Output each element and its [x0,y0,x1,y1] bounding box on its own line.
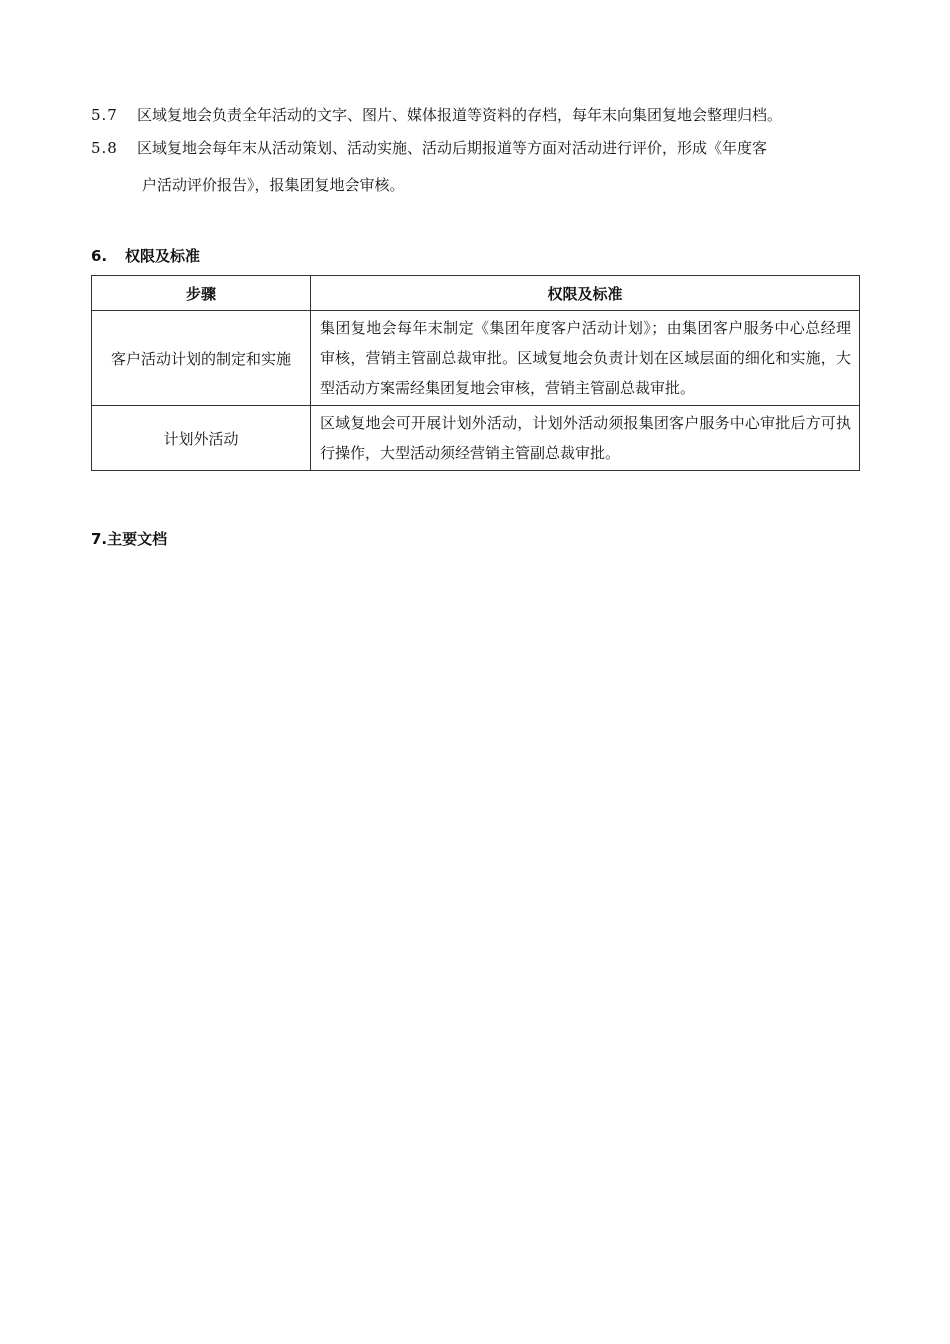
authority-table [91,275,860,471]
clause-text: 区域复地会负责全年活动的文字、图片、媒体报道等资料的存档，每年末向集团复地会整理归档。 [137,106,783,124]
section-6-heading [91,245,200,266]
table-header-row [92,276,860,311]
authority-cell: 区域复地会可开展计划外活动，计划外活动须报集团客户服务中心审批后方可执行操作，大型活动须经营销主管副总裁审批。 [311,406,860,471]
clause-text-continuation: 户活动评价报告》，报集团复地会审核。 [142,176,405,194]
clause-number: 5.8 [91,139,118,157]
clause-number: 5.7 [91,106,118,124]
header-step: 步骤 [92,276,311,311]
header-authority: 权限及标准 [311,276,860,311]
section-7-heading: 7.主要文档 [91,530,168,548]
authority-cell: 集团复地会每年末制定《集团年度客户活动计划》；由集团客户服务中心总经理审核，营销主管副总裁审批。区域复地会负责计划在区域层面的细化和实施，大型活动方案需经集团复地会审核，营销主管副总裁审批。 [311,311,860,406]
clause-text: 区域复地会每年末从活动策划、活动实施、活动后期报道等方面对活动进行评价，形成《年度客 [137,139,768,157]
section-title: 权限及标准 [125,247,201,265]
step-cell: 计划外活动 [92,406,311,471]
step-cell: 客户活动计划的制定和实施 [92,311,311,406]
section-number: 6. [91,247,108,265]
table-row [92,311,860,406]
table-row [92,406,860,471]
